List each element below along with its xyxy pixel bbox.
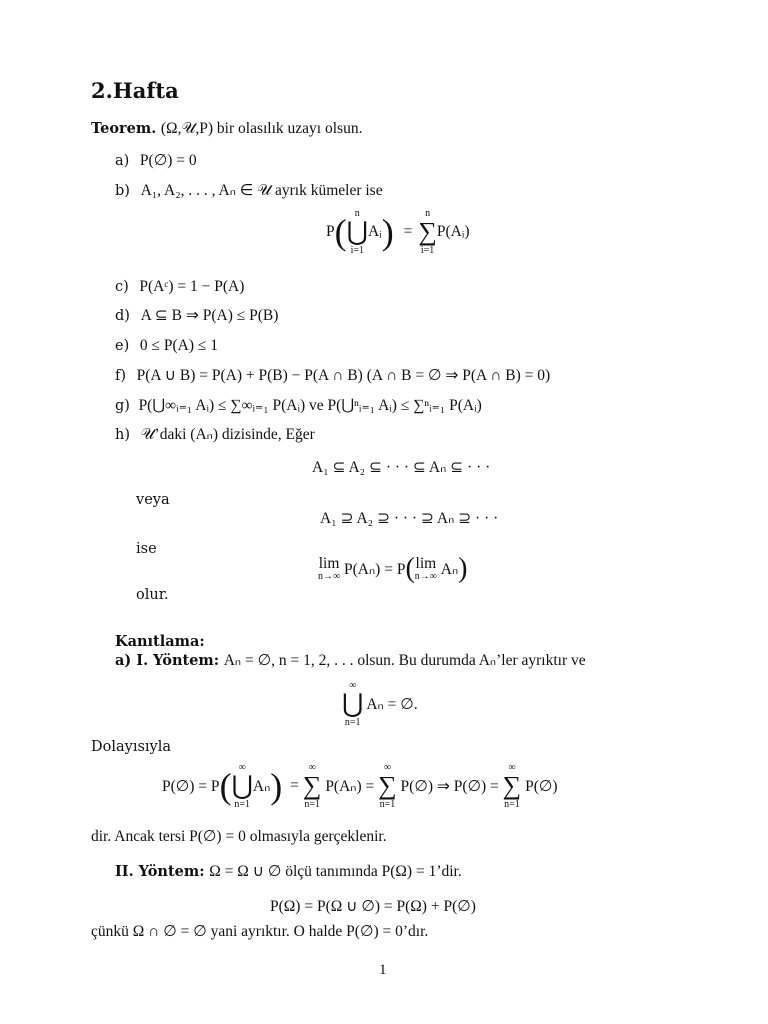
item-b-mark: b): [115, 183, 130, 199]
sum-symbol: ∑: [502, 771, 522, 800]
right-paren: ): [270, 766, 283, 806]
sum-arg-2: P(∅) ⇒ P(∅) =: [400, 777, 499, 795]
page-number: 1: [379, 962, 387, 978]
eq-part-1: P(∅) = P: [162, 777, 220, 795]
union-operator: [347, 208, 368, 256]
limit-right: [415, 556, 437, 582]
sum-lower: n=1: [504, 799, 520, 810]
eq-sign: =: [403, 223, 413, 240]
page-title: 2.Hafta: [91, 78, 179, 103]
union-upper: ∞: [238, 762, 246, 773]
proof-union-equation: [342, 680, 418, 728]
ise-text: ise: [136, 541, 157, 557]
item-h-mark: h): [115, 427, 130, 443]
item-g: [115, 397, 482, 415]
item-h-text: 𝒰’daki (Aₙ) dizisinde, Eğer: [140, 426, 315, 443]
method-ii-text: Ω = Ω ∪ ∅ ölçü tanımında P(Ω) = 1’dir.: [209, 863, 462, 880]
eq-p: P: [326, 223, 335, 240]
right-paren: ): [458, 553, 468, 584]
item-g-mark: g): [115, 398, 130, 414]
item-h: [115, 426, 315, 444]
item-d: [115, 307, 278, 325]
item-d-mark: d): [115, 308, 130, 324]
theorem-label: Teorem.: [91, 120, 157, 137]
proof-a-text: Aₙ = ∅, n = 1, 2, . . . olsun. Bu durumda Aₙ’ler ayrıktır ve: [223, 652, 586, 669]
left-paren: (: [219, 766, 232, 806]
proof-heading: Kanıtlama:: [115, 633, 205, 650]
sum-lower: n=1: [304, 799, 320, 810]
theorem-line: [91, 120, 362, 138]
olur-text: olur.: [136, 587, 169, 603]
item-d-text: A ⊆ B ⇒ P(A) ≤ P(B): [140, 307, 279, 324]
union-upper: n: [354, 208, 360, 219]
union-operator: [232, 762, 253, 810]
union-symbol: ⋃: [342, 689, 364, 718]
item-a: [115, 152, 197, 170]
item-f-mark: f): [115, 368, 127, 384]
item-g-text: P(⋃∞ᵢ₌₁ Aᵢ) ≤ ∑∞ᵢ₌₁ P(Aᵢ) ve P(⋃ⁿᵢ₌₁ Aᵢ) ≤ ∑ⁿᵢ₌₁ P(Aᵢ): [138, 397, 482, 414]
left-paren: (: [334, 212, 347, 252]
item-b-equation: [326, 208, 470, 256]
sum-symbol: ∑: [302, 771, 322, 800]
limit-subscript: n→∞: [414, 571, 437, 582]
item-e-mark: e): [115, 338, 130, 354]
item-h-equation-decreasing: A₁ ⊇ A₂ ⊇ · · · ⊇ Aₙ ⊇ · · ·: [320, 510, 499, 527]
sum-upper: ∞: [308, 762, 316, 773]
sum-upper: n: [425, 208, 431, 219]
item-e: [115, 337, 218, 355]
method-ii-label: II. Yöntem:: [115, 863, 205, 880]
item-h-equation-increasing: A₁ ⊆ A₂ ⊆ · · · ⊆ Aₙ ⊆ · · ·: [312, 459, 491, 476]
union-symbol: ⋃: [346, 217, 368, 246]
limit-mid: P(Aₙ) = P: [344, 560, 406, 578]
left-paren: (: [405, 553, 415, 584]
item-c: [115, 278, 244, 296]
sum-operator: [418, 208, 437, 256]
item-f: [115, 367, 550, 385]
item-c-text: P(Aᶜ) = 1 − P(A): [139, 278, 245, 295]
item-a-mark: a): [115, 153, 130, 169]
limit-arg: Aₙ: [440, 560, 459, 578]
eq-sign: =: [290, 777, 299, 794]
union-operator: [342, 680, 363, 728]
union-upper: ∞: [349, 680, 357, 691]
item-b: [115, 182, 383, 200]
proof-main-equation: [162, 762, 558, 810]
item-c-mark: c): [115, 279, 129, 295]
limit-subscript: n→∞: [318, 571, 341, 582]
item-f-text: P(A ∪ B) = P(A) + P(B) − P(A ∩ B) (A ∩ B = ∅ ⇒ P(A ∩ B) = 0): [136, 367, 551, 384]
union-symbol: ⋃: [231, 771, 253, 800]
item-h-limit-equation: [318, 551, 468, 587]
limit-word: lim: [318, 555, 340, 572]
dolayisiyla-text: Dolayısıyla: [91, 739, 172, 755]
sum-operator-3: [503, 762, 522, 810]
sum-lower: i=1: [420, 245, 435, 256]
proof-a-line: [115, 652, 586, 670]
union-rest: Aₙ = ∅.: [366, 695, 418, 713]
union-lower: n=1: [344, 717, 361, 728]
item-e-text: 0 ≤ P(A) ≤ 1: [139, 337, 219, 354]
veya-text: veya: [136, 492, 170, 508]
union-arg: Aₙ: [252, 777, 271, 795]
proof-a-label: a) I. Yöntem:: [115, 652, 220, 669]
sum-operator-1: [303, 762, 322, 810]
limit-left: [318, 556, 340, 582]
right-paren: ): [381, 212, 394, 252]
dir-text: dir. Ancak tersi P(∅) = 0 olmasıyla gerçeklenir.: [91, 828, 387, 845]
sum-arg-3: P(∅): [525, 777, 558, 795]
method-ii-line: [115, 863, 462, 881]
sum-arg-1: P(Aₙ) =: [325, 777, 375, 795]
sum-upper: ∞: [383, 762, 391, 773]
sum-lower: n=1: [379, 799, 396, 810]
union-lower: n=1: [234, 799, 251, 810]
cunku-text: çünkü Ω ∩ ∅ = ∅ yani ayrıktır. O halde P(∅) = 0’dır.: [91, 923, 429, 940]
theorem-text: (Ω,𝒰,P) bir olasılık uzayı olsun.: [160, 120, 363, 137]
item-b-text: A₁, A₂, . . . , Aₙ ∈ 𝒰 ayrık kümeler ise: [140, 182, 383, 199]
sum-symbol: ∑: [418, 217, 437, 246]
union-arg: Aᵢ: [367, 223, 382, 240]
sum-symbol: ∑: [378, 771, 397, 800]
item-a-text: P(∅) = 0: [139, 152, 197, 169]
sum-arg: P(Aᵢ): [436, 223, 470, 240]
method-ii-equation: P(Ω) = P(Ω ∪ ∅) = P(Ω) + P(∅): [270, 898, 476, 915]
sum-operator-2: [378, 762, 397, 810]
limit-word: lim: [415, 555, 437, 572]
union-lower: i=1: [350, 245, 364, 256]
sum-upper: ∞: [508, 762, 516, 773]
